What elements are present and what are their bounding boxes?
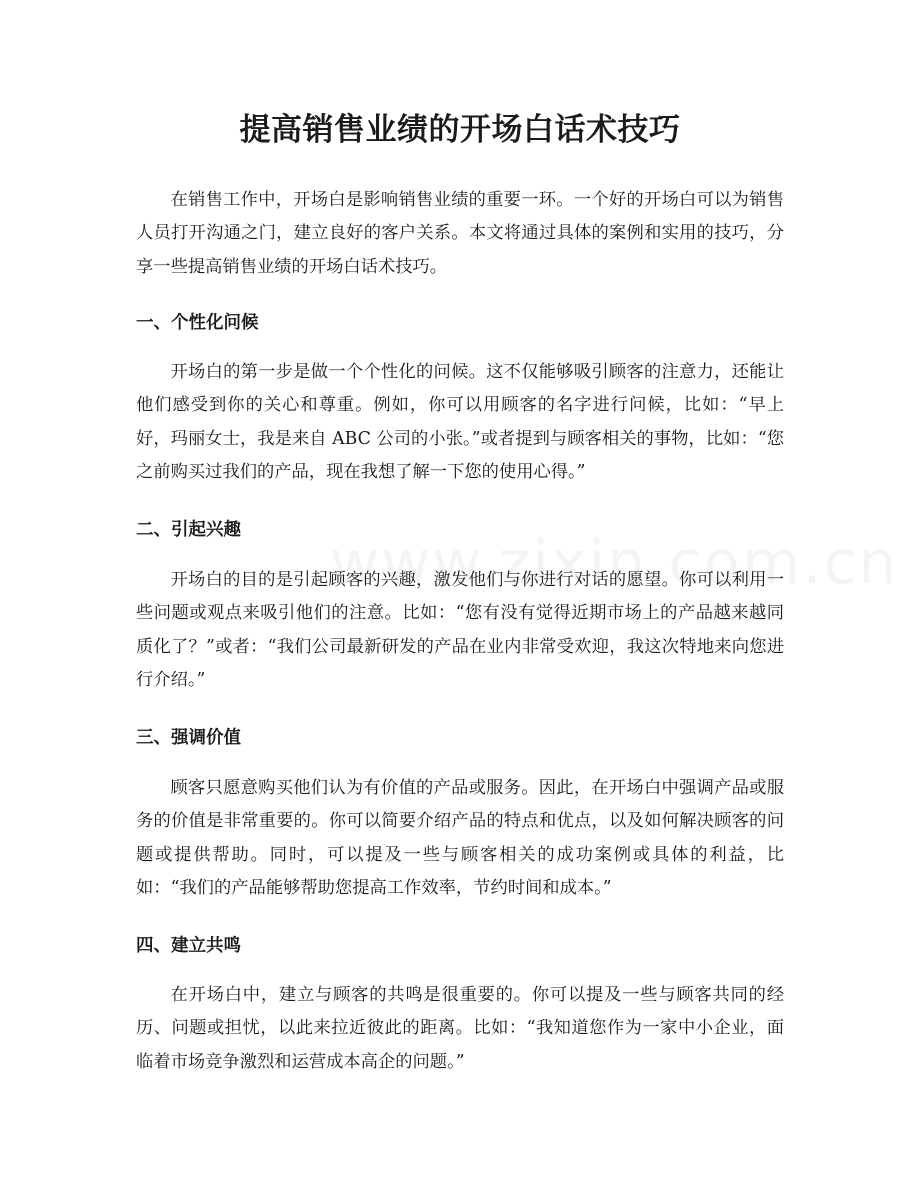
section-body-spark-interest: 开场白的目的是引起顾客的兴趣，激发他们与你进行对话的愿望。你可以利用一些问题或观点来吸引他们的注意。比如：“您有没有觉得近期市场上的产品越来越同质化了？”或者：“我们公司最新研发的产品在业内非常受欢迎，我这次特地来向您进行介绍。” [136, 570, 784, 690]
section-heading-spark-interest: 二、引起兴趣 [136, 520, 241, 540]
section-heading-emphasize-value: 三、强调价值 [136, 728, 241, 748]
section-body-emphasize-value: 顾客只愿意购买他们认为有价值的产品或服务。因此，在开场白中强调产品或服务的价值是非常重要的。你可以简要介绍产品的特点和优点，以及如何解决顾客的问题或提供帮助。同时，可以提及一些与顾客相关的成功案例或具体的利益，比如：“我们的产品能够帮助您提高工作效率，节约时间和成本。” [136, 778, 784, 898]
document-title: 提高销售业绩的开场白话术技巧 [239, 112, 681, 148]
section-heading-personalized-greeting: 一、个性化问候 [136, 313, 259, 333]
section-body-build-resonance: 在开场白中，建立与顾客的共鸣是很重要的。你可以提及一些与顾客共同的经历、问题或担忧，以此来拉近彼此的距离。比如：“我知道您作为一家中小企业，面临着市场竞争激烈和运营成本高企的问题。” [136, 985, 784, 1072]
section-body-personalized-greeting: 开场白的第一步是做一个个性化的问候。这不仅能够吸引顾客的注意力，还能让他们感受到你的关心和尊重。例如，你可以用顾客的名字进行问候，比如：“早上好，玛丽女士，我是来自 ABC 公司的小张。”或者提到与顾客相关的事物，比如：“您之前购买过我们的产品，现在我想了解一下您的使用心得。” [136, 362, 784, 482]
section-heading-build-resonance: 四、建立共鸣 [136, 936, 241, 956]
intro-paragraph: 在销售工作中，开场白是影响销售业绩的重要一环。一个好的开场白可以为销售人员打开沟通之门，建立良好的客户关系。本文将通过具体的案例和实用的技巧，分享一些提高销售业绩的开场白话术技巧。 [136, 190, 784, 277]
